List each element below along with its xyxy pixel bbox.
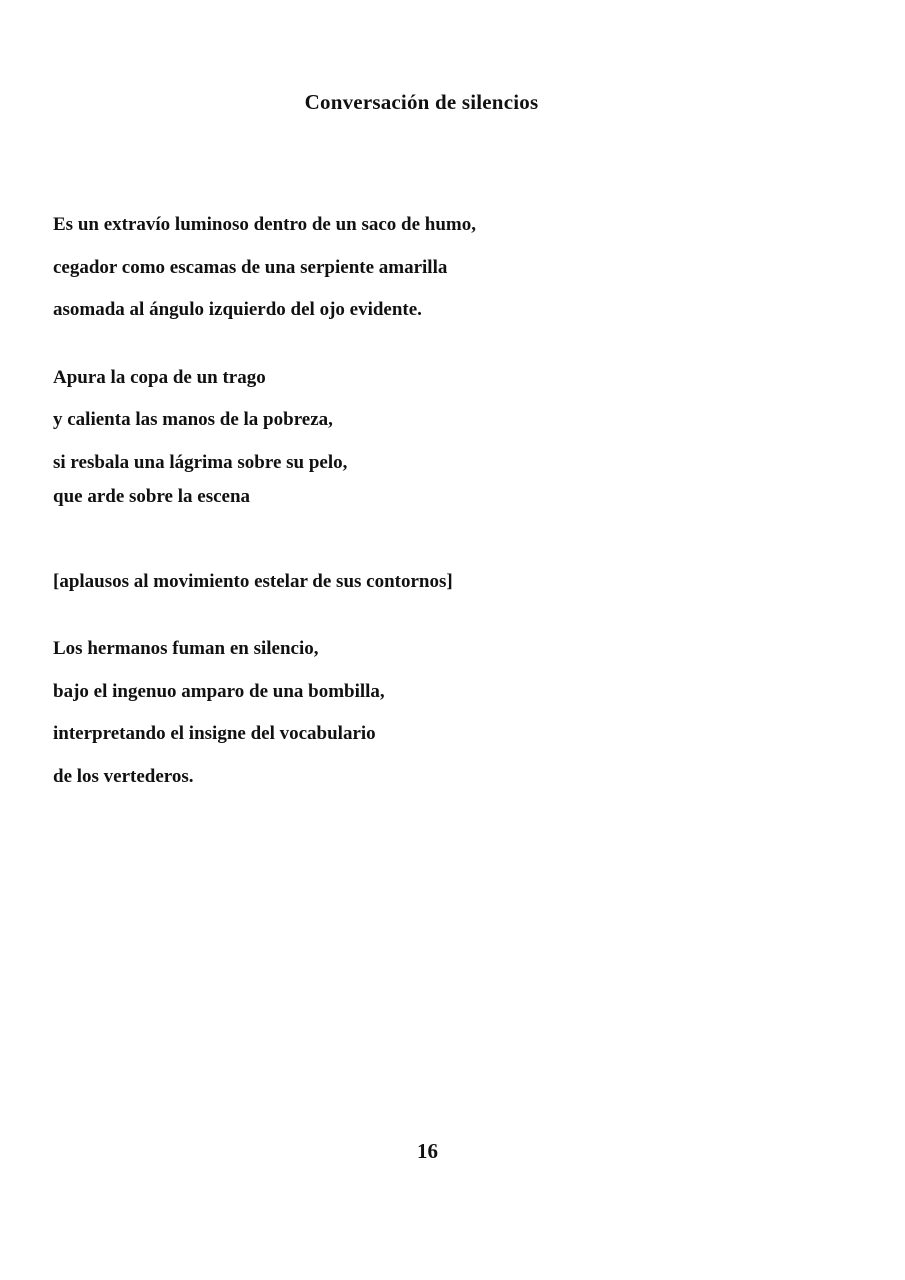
poem-line: cegador como escamas de una serpiente amarilla [53, 257, 448, 278]
poem-line-stage-direction: [aplausos al movimiento estelar de sus contornos] [53, 571, 453, 592]
poem-line: Apura la copa de un trago [53, 367, 266, 388]
poem-line: asomada al ángulo izquierdo del ojo evidente. [53, 299, 422, 320]
poem-line: interpretando el insigne del vocabulario [53, 723, 376, 744]
poem-line: si resbala una lágrima sobre su pelo, [53, 452, 348, 473]
poem-line: Los hermanos fuman en silencio, [53, 638, 319, 659]
poem-title: Conversación de silencios [304, 90, 539, 114]
poem-line: Es un extravío luminoso dentro de un saco de humo, [53, 214, 476, 235]
poem-line: de los vertederos. [53, 766, 194, 787]
page-number: 16 [417, 1139, 438, 1163]
poem-line: que arde sobre la escena [53, 486, 251, 507]
poem-line: y calienta las manos de la pobreza, [53, 409, 333, 430]
poem-line: bajo el ingenuo amparo de una bombilla, [53, 681, 385, 702]
